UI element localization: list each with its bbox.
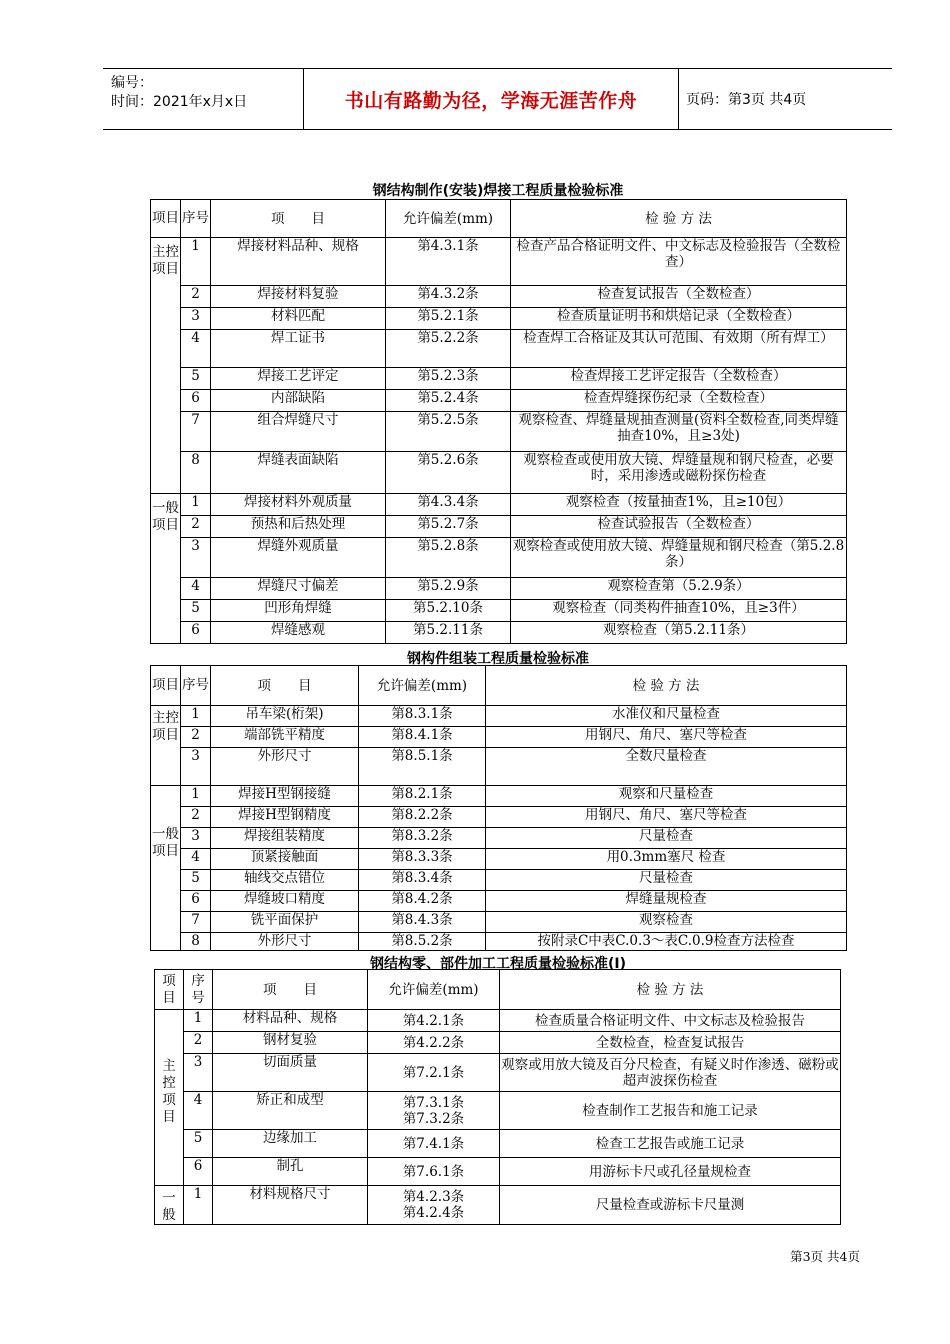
row-number: 5 bbox=[181, 368, 211, 390]
column-header: 序号 bbox=[181, 666, 211, 706]
tolerance: 第5.2.11条 bbox=[386, 622, 511, 644]
table1 bbox=[150, 199, 847, 644]
item-name: 材料匹配 bbox=[211, 308, 386, 330]
table-row bbox=[151, 912, 847, 933]
inspection-method: 观察检查（按量抽查1%，且≥10包） bbox=[511, 494, 847, 516]
table-row bbox=[151, 330, 847, 368]
row-number: 6 bbox=[181, 622, 211, 644]
inspection-method: 全数尺量检查 bbox=[486, 748, 847, 786]
column-header: 序号 bbox=[181, 200, 211, 238]
category-cell: 一般项目 bbox=[151, 786, 181, 951]
table2 bbox=[150, 665, 847, 951]
item-name: 焊缝表面缺陷 bbox=[211, 452, 386, 494]
tolerance: 第8.3.1条 bbox=[359, 706, 486, 727]
row-number: 5 bbox=[181, 600, 211, 622]
inspection-method: 观察检查（第5.2.11条） bbox=[511, 622, 847, 644]
tolerance: 第7.6.1条 bbox=[368, 1158, 500, 1186]
item-name: 切面质量 bbox=[213, 1054, 368, 1092]
column-header: 检 验 方 法 bbox=[511, 200, 847, 238]
inspection-method: 检查试验报告（全数检查） bbox=[511, 516, 847, 538]
row-number: 3 bbox=[181, 538, 211, 578]
column-header: 项目 bbox=[151, 666, 181, 706]
row-number: 1 bbox=[181, 786, 211, 807]
table-row bbox=[151, 538, 847, 578]
item-name: 焊接材料品种、规格 bbox=[211, 238, 386, 286]
tolerance: 第5.2.1条 bbox=[386, 308, 511, 330]
row-number: 6 bbox=[181, 891, 211, 912]
tolerance: 第4.3.1条 bbox=[386, 238, 511, 286]
table-row bbox=[151, 308, 847, 330]
column-header: 项目 bbox=[151, 200, 181, 238]
tolerance: 第5.2.5条 bbox=[386, 412, 511, 452]
inspection-method: 检查复试报告（全数检查） bbox=[511, 286, 847, 308]
row-number: 8 bbox=[181, 452, 211, 494]
inspection-method: 检查焊工合格证及其认可范围、有效期（所有焊工） bbox=[511, 330, 847, 368]
item-name: 吊车梁(桁架) bbox=[211, 706, 359, 727]
table2-title: 钢构件组装工程质量检验标准 bbox=[407, 651, 589, 667]
tolerance: 第5.2.4条 bbox=[386, 390, 511, 412]
table-row bbox=[151, 578, 847, 600]
tolerance: 第5.2.6条 bbox=[386, 452, 511, 494]
inspection-method: 检查质量证明书和烘焙记录（全数检查） bbox=[511, 308, 847, 330]
item-name: 铣平面保护 bbox=[211, 912, 359, 933]
item-name: 焊接组装精度 bbox=[211, 828, 359, 849]
inspection-method: 用游标卡尺或孔径量规检查 bbox=[500, 1158, 841, 1186]
column-header: 项 目 bbox=[211, 666, 359, 706]
footer-page: 第3页 共4页 bbox=[790, 1249, 860, 1264]
table-row bbox=[151, 870, 847, 891]
table-row bbox=[155, 1158, 841, 1186]
table-header-row bbox=[155, 970, 841, 1010]
inspection-method: 尺量检查 bbox=[486, 870, 847, 891]
table-row bbox=[151, 390, 847, 412]
inspection-method: 观察检查第（5.2.9条） bbox=[511, 578, 847, 600]
table-row bbox=[151, 807, 847, 828]
row-number: 1 bbox=[184, 1186, 213, 1225]
item-name: 焊接H型钢精度 bbox=[211, 807, 359, 828]
row-number: 1 bbox=[181, 494, 211, 516]
row-number: 2 bbox=[181, 807, 211, 828]
item-name: 材料品种、规格 bbox=[213, 1010, 368, 1032]
row-number: 7 bbox=[181, 912, 211, 933]
tolerance: 第4.2.1条 bbox=[368, 1010, 500, 1032]
inspection-method: 用0.3mm塞尺 检查 bbox=[486, 849, 847, 870]
header-meta bbox=[103, 69, 303, 129]
item-name: 焊接材料外观质量 bbox=[211, 494, 386, 516]
table-row bbox=[151, 786, 847, 807]
inspection-method: 检查工艺报告或施工记录 bbox=[500, 1130, 841, 1158]
item-name: 焊工证书 bbox=[211, 330, 386, 368]
item-name: 焊缝外观质量 bbox=[211, 538, 386, 578]
motto: 书山有路勤为径，学海无涯苦作舟 bbox=[303, 69, 679, 129]
table-row bbox=[151, 368, 847, 390]
inspection-method: 检查焊接工艺评定报告（全数检查） bbox=[511, 368, 847, 390]
table-header-row bbox=[151, 200, 847, 238]
row-number: 4 bbox=[181, 849, 211, 870]
item-name: 钢材复验 bbox=[213, 1032, 368, 1054]
table-row bbox=[151, 600, 847, 622]
tolerance: 第4.2.2条 bbox=[368, 1032, 500, 1054]
table-row bbox=[151, 622, 847, 644]
item-name: 矫正和成型 bbox=[213, 1092, 368, 1130]
tolerance: 第4.3.4条 bbox=[386, 494, 511, 516]
tolerance: 第8.5.1条 bbox=[359, 748, 486, 786]
item-name: 边缘加工 bbox=[213, 1130, 368, 1158]
tolerance: 第7.3.1条 第7.3.2条 bbox=[368, 1092, 500, 1130]
tolerance: 第5.2.2条 bbox=[386, 330, 511, 368]
inspection-method: 焊缝量规检查 bbox=[486, 891, 847, 912]
item-name: 轴线交点错位 bbox=[211, 870, 359, 891]
item-name: 凹形角焊缝 bbox=[211, 600, 386, 622]
item-name: 焊缝感观 bbox=[211, 622, 386, 644]
column-header: 项 目 bbox=[213, 970, 368, 1010]
item-name: 材料规格尺寸 bbox=[213, 1186, 368, 1225]
column-header: 允许偏差(mm) bbox=[386, 200, 511, 238]
table-row bbox=[155, 1092, 841, 1130]
row-number: 2 bbox=[184, 1032, 213, 1054]
row-number: 4 bbox=[181, 578, 211, 600]
page-label: 页码：第3页 共4页 bbox=[686, 92, 807, 108]
category-cell: 主控项目 bbox=[151, 238, 181, 494]
table-row bbox=[155, 1130, 841, 1158]
inspection-method: 观察检查或使用放大镜、焊缝量规和钢尺检查（第5.2.8条） bbox=[511, 538, 847, 578]
inspection-method: 观察检查 bbox=[486, 912, 847, 933]
tolerance: 第5.2.10条 bbox=[386, 600, 511, 622]
table3 bbox=[154, 969, 841, 1225]
inspection-method: 用钢尺、角尺、塞尺等检查 bbox=[486, 727, 847, 748]
number-label: 编号： bbox=[111, 75, 153, 91]
tolerance: 第8.4.1条 bbox=[359, 727, 486, 748]
row-number: 1 bbox=[184, 1010, 213, 1032]
tolerance: 第5.2.9条 bbox=[386, 578, 511, 600]
tolerance: 第8.2.2条 bbox=[359, 807, 486, 828]
column-header: 检 验 方 法 bbox=[486, 666, 847, 706]
tolerance: 第8.4.2条 bbox=[359, 891, 486, 912]
row-number: 1 bbox=[181, 706, 211, 727]
table-row bbox=[155, 1054, 841, 1092]
column-header: 允许偏差(mm) bbox=[368, 970, 500, 1010]
tolerance: 第5.2.8条 bbox=[386, 538, 511, 578]
row-number: 7 bbox=[181, 412, 211, 452]
table-row bbox=[151, 412, 847, 452]
row-number: 2 bbox=[181, 516, 211, 538]
table-row bbox=[151, 706, 847, 727]
tolerance: 第8.2.1条 bbox=[359, 786, 486, 807]
row-number: 2 bbox=[181, 286, 211, 308]
item-name: 端部铣平精度 bbox=[211, 727, 359, 748]
table-row bbox=[151, 748, 847, 786]
row-number: 5 bbox=[181, 870, 211, 891]
inspection-method: 观察或用放大镜及百分尺检查，有疑义时作渗透、磁粉或超声波探伤检查 bbox=[500, 1054, 841, 1092]
table-row bbox=[151, 238, 847, 286]
item-name: 焊缝尺寸偏差 bbox=[211, 578, 386, 600]
table1-title: 钢结构制作(安装)焊接工程质量检验标准 bbox=[372, 183, 624, 199]
row-number: 4 bbox=[181, 330, 211, 368]
tolerance: 第7.2.1条 bbox=[368, 1054, 500, 1092]
item-name: 焊接工艺评定 bbox=[211, 368, 386, 390]
tolerance: 第4.2.3条 第4.2.4条 bbox=[368, 1186, 500, 1225]
table-row bbox=[151, 849, 847, 870]
column-header: 序号 bbox=[184, 970, 213, 1010]
row-number: 6 bbox=[184, 1158, 213, 1186]
tolerance: 第8.5.2条 bbox=[359, 933, 486, 951]
item-name: 内部缺陷 bbox=[211, 390, 386, 412]
table-row bbox=[151, 286, 847, 308]
table-row bbox=[151, 891, 847, 912]
row-number: 3 bbox=[181, 828, 211, 849]
row-number: 2 bbox=[181, 727, 211, 748]
row-number: 3 bbox=[181, 748, 211, 786]
tolerance: 第8.3.4条 bbox=[359, 870, 486, 891]
item-name: 顶紧接触面 bbox=[211, 849, 359, 870]
inspection-method: 检查焊缝探伤纪录（全数检查） bbox=[511, 390, 847, 412]
inspection-method: 尺量检查或游标卡尺量测 bbox=[500, 1186, 841, 1225]
category-cell: 主控项目 bbox=[155, 1010, 184, 1186]
column-header: 允许偏差(mm) bbox=[359, 666, 486, 706]
row-number: 5 bbox=[184, 1130, 213, 1158]
table-row bbox=[155, 1186, 841, 1225]
row-number: 4 bbox=[184, 1092, 213, 1130]
table-row bbox=[151, 727, 847, 748]
table-header-row bbox=[151, 666, 847, 706]
inspection-method: 观察检查（同类构件抽查10%，且≥3件） bbox=[511, 600, 847, 622]
tolerance: 第5.2.3条 bbox=[386, 368, 511, 390]
category-cell: 主控项目 bbox=[151, 706, 181, 786]
column-header: 检 验 方 法 bbox=[500, 970, 841, 1010]
inspection-method: 观察检查、焊缝量规抽查测量(资料全数检查,同类焊缝抽查10%，且≥3处) bbox=[511, 412, 847, 452]
inspection-method: 按附录C中表C.0.3～表C.0.9检查方法检查 bbox=[486, 933, 847, 951]
tolerance: 第5.2.7条 bbox=[386, 516, 511, 538]
item-name: 焊缝坡口精度 bbox=[211, 891, 359, 912]
item-name: 外形尺寸 bbox=[211, 748, 359, 786]
inspection-method: 检查质量合格证明文件、中文标志及检验报告 bbox=[500, 1010, 841, 1032]
tolerance: 第8.3.3条 bbox=[359, 849, 486, 870]
item-name: 制孔 bbox=[213, 1158, 368, 1186]
tolerance: 第8.4.3条 bbox=[359, 912, 486, 933]
column-header: 项目 bbox=[155, 970, 184, 1010]
item-name: 焊接材料复验 bbox=[211, 286, 386, 308]
row-number: 3 bbox=[181, 308, 211, 330]
row-number: 1 bbox=[181, 238, 211, 286]
item-name: 组合焊缝尺寸 bbox=[211, 412, 386, 452]
table3-title: 钢结构零、部件加工工程质量检验标准(I) bbox=[369, 956, 626, 972]
category-cell: 一般项目 bbox=[151, 494, 181, 644]
inspection-method: 全数检查，检查复试报告 bbox=[500, 1032, 841, 1054]
inspection-method: 水准仪和尺量检查 bbox=[486, 706, 847, 727]
inspection-method: 观察检查或使用放大镜、焊缝量规和钢尺检查，必要时，采用渗透或磁粉探伤检查 bbox=[511, 452, 847, 494]
inspection-method: 用钢尺、角尺、塞尺等检查 bbox=[486, 807, 847, 828]
time-label: 时间：2021年x月x日 bbox=[111, 94, 248, 110]
category-cell: 一般 bbox=[155, 1186, 184, 1225]
table-row bbox=[151, 828, 847, 849]
row-number: 3 bbox=[184, 1054, 213, 1092]
item-name: 预热和后热处理 bbox=[211, 516, 386, 538]
table-row bbox=[155, 1010, 841, 1032]
column-header: 项 目 bbox=[211, 200, 386, 238]
page-header bbox=[103, 68, 892, 130]
table-row bbox=[151, 452, 847, 494]
table-row bbox=[155, 1032, 841, 1054]
item-name: 外形尺寸 bbox=[211, 933, 359, 951]
row-number: 8 bbox=[181, 933, 211, 951]
inspection-method: 检查产品合格证明文件、中文标志及检验报告（全数检查） bbox=[511, 238, 847, 286]
table-row bbox=[151, 933, 847, 951]
inspection-method: 检查制作工艺报告和施工记录 bbox=[500, 1092, 841, 1130]
inspection-method: 观察和尺量检查 bbox=[486, 786, 847, 807]
row-number: 6 bbox=[181, 390, 211, 412]
inspection-method: 尺量检查 bbox=[486, 828, 847, 849]
table-row bbox=[151, 516, 847, 538]
tolerance: 第4.3.2条 bbox=[386, 286, 511, 308]
item-name: 焊接H型钢接缝 bbox=[211, 786, 359, 807]
table-row bbox=[151, 494, 847, 516]
tolerance: 第7.4.1条 bbox=[368, 1130, 500, 1158]
tolerance: 第8.3.2条 bbox=[359, 828, 486, 849]
